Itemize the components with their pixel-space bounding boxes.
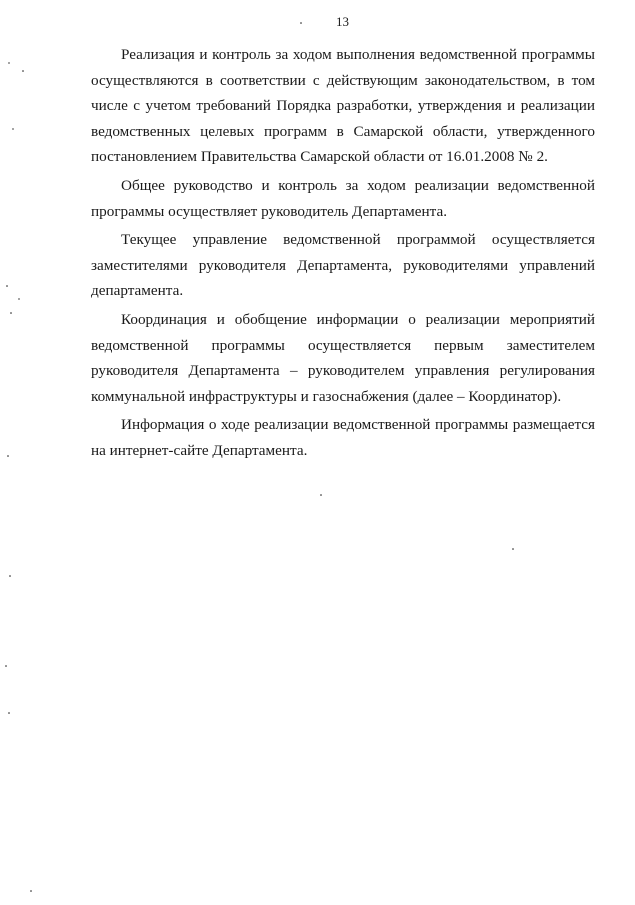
- paragraph-implementation-control: Реализация и контроль за ходом выполнения ведомственной программы осуществляются в соответствии с действующим законодательством, в том числе с учетом требований Порядка разработки, утверждения и реализации ведомственных целевых программ в Самарской области, утвержденного постановлением Правительства Самарской области от 16.01.2008 № 2.: [91, 46, 595, 166]
- scan-speck: [320, 494, 322, 496]
- paragraph-information-publication: Информация о ходе реализации ведомственной программы размещается на интернет-сайте Департамента.: [91, 416, 595, 459]
- scan-speck: [12, 128, 14, 130]
- scan-speck: [18, 298, 20, 300]
- scan-speck: [8, 712, 10, 714]
- scan-speck: [8, 62, 10, 64]
- page-number: 13: [336, 14, 349, 29]
- scan-speck: [300, 22, 302, 24]
- document-body: [91, 42, 595, 467]
- scan-speck: [512, 548, 514, 550]
- paragraph-current-management: Текущее управление ведомственной программой осуществляется заместителями руководителя Департамента, руководителями управлений департамента.: [91, 231, 595, 300]
- scan-speck: [9, 575, 11, 577]
- scan-speck: [5, 665, 7, 667]
- paragraph-general-management: Общее руководство и контроль за ходом реализации ведомственной программы осуществляет руководитель Департамента.: [91, 176, 595, 220]
- scan-speck: [10, 312, 12, 314]
- scan-speck: [22, 70, 24, 72]
- scan-speck: [30, 890, 32, 892]
- paragraph-coordination: Координация и обобщение информации о реализации мероприятий ведомственной программы осуществляется первым заместителем руководителя Департамента – руководителем управления регулирования коммунальной инфраструктуры и газоснабжения (далее – Координатор).: [91, 310, 595, 405]
- scan-speck: [6, 285, 8, 287]
- scan-speck: [7, 455, 9, 457]
